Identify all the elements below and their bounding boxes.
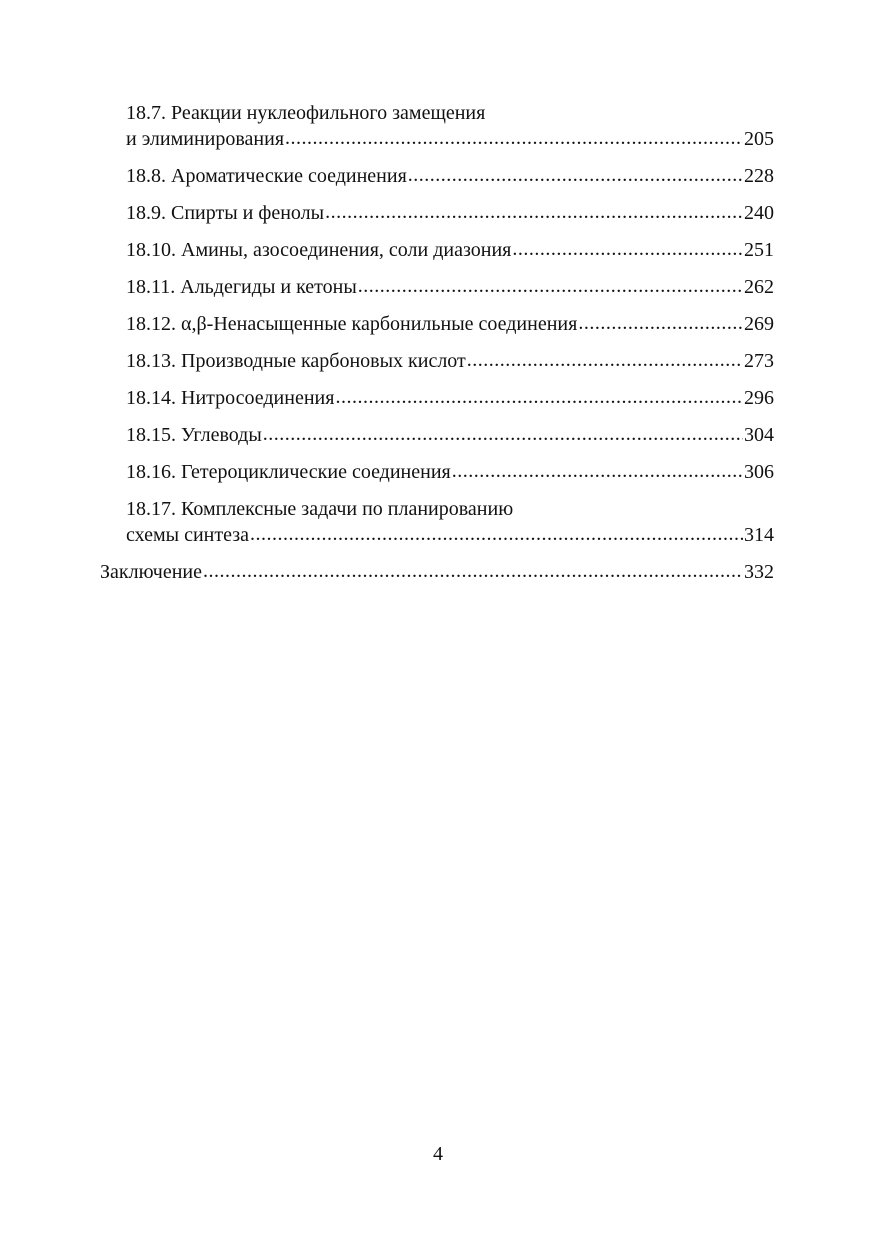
toc-entry-page: 262 bbox=[744, 276, 774, 298]
toc-entry-title: 18.8. Ароматические соединения bbox=[126, 165, 407, 187]
toc-entry-18-12[interactable] bbox=[100, 311, 774, 337]
toc-entry-page: 296 bbox=[744, 387, 774, 409]
toc-entry-leader-line bbox=[126, 163, 774, 189]
dot-leader bbox=[467, 347, 743, 373]
toc-entry-page: 332 bbox=[744, 561, 774, 583]
toc-entry-title-line1: 18.7. Реакции нуклеофильного замещения bbox=[126, 102, 486, 124]
toc-entry-page: 205 bbox=[744, 128, 774, 150]
toc-entry-page: 269 bbox=[744, 313, 774, 335]
toc-entry-leader-line bbox=[126, 385, 774, 411]
toc-entry-page: 304 bbox=[744, 424, 774, 446]
toc-entry-18-16[interactable] bbox=[100, 459, 774, 485]
toc-entry-leader-line bbox=[126, 274, 774, 300]
toc-entry-title: 18.14. Нитросоединения bbox=[126, 387, 335, 409]
toc-entry-title: 18.15. Углеводы bbox=[126, 424, 262, 446]
dot-leader bbox=[408, 162, 743, 188]
toc-entry-title: 18.16. Гетероциклические соединения bbox=[126, 461, 451, 483]
table-of-contents bbox=[100, 100, 774, 596]
toc-entry-title-line1: 18.17. Комплексные задачи по планированию bbox=[126, 498, 514, 520]
toc-entry-leader-line bbox=[126, 459, 774, 485]
toc-entry-18-15[interactable] bbox=[100, 422, 774, 448]
dot-leader bbox=[452, 458, 743, 484]
toc-entry-leader-line bbox=[126, 311, 774, 337]
dot-leader bbox=[512, 236, 743, 262]
toc-entry-page: 251 bbox=[744, 239, 774, 261]
dot-leader bbox=[335, 384, 743, 410]
toc-entry-18-7[interactable] bbox=[100, 100, 774, 152]
toc-entry-title: 18.9. Спирты и фенолы bbox=[126, 202, 325, 224]
dot-leader bbox=[263, 421, 743, 447]
toc-entry-18-11[interactable] bbox=[100, 274, 774, 300]
toc-entry-title: 18.13. Производные карбоновых кислот bbox=[126, 350, 466, 372]
toc-entry-18-13[interactable] bbox=[100, 348, 774, 374]
toc-entry-page: 314 bbox=[744, 524, 774, 546]
toc-entry-title: схемы синтеза bbox=[126, 524, 250, 546]
dot-leader bbox=[203, 558, 743, 584]
page-number: 4 bbox=[433, 1143, 443, 1165]
dot-leader bbox=[578, 310, 743, 336]
toc-entry-title: 18.11. Альдегиды и кетоны bbox=[126, 276, 357, 298]
toc-entry-title: 18.12. α,β-Ненасыщенные карбонильные соединения bbox=[126, 313, 578, 335]
toc-entry-18-17[interactable] bbox=[100, 496, 774, 548]
toc-entry-title: Заключение bbox=[100, 561, 202, 583]
dot-leader bbox=[325, 199, 743, 225]
toc-entry-leader-line bbox=[100, 559, 774, 585]
toc-entry-conclusion[interactable] bbox=[100, 559, 774, 585]
toc-entry-title: и элиминирования bbox=[126, 128, 285, 150]
toc-entry-leader-line bbox=[126, 422, 774, 448]
toc-entry-leader-line bbox=[126, 126, 774, 152]
toc-entry-page: 306 bbox=[744, 461, 774, 483]
toc-entry-page: 273 bbox=[744, 350, 774, 372]
dot-leader bbox=[358, 273, 743, 299]
toc-entry-title: 18.10. Амины, азосоединения, соли диазония bbox=[126, 239, 512, 261]
toc-entry-leader-line bbox=[126, 200, 774, 226]
toc-entry-18-9[interactable] bbox=[100, 200, 774, 226]
dot-leader bbox=[250, 521, 743, 547]
toc-entry-page: 228 bbox=[744, 165, 774, 187]
toc-entry-page: 240 bbox=[744, 202, 774, 224]
toc-entry-18-8[interactable] bbox=[100, 163, 774, 189]
toc-entry-leader-line bbox=[126, 522, 774, 548]
dot-leader bbox=[285, 125, 743, 151]
toc-entry-leader-line bbox=[126, 348, 774, 374]
toc-entry-leader-line bbox=[126, 237, 774, 263]
toc-entry-18-10[interactable] bbox=[100, 237, 774, 263]
toc-entry-18-14[interactable] bbox=[100, 385, 774, 411]
